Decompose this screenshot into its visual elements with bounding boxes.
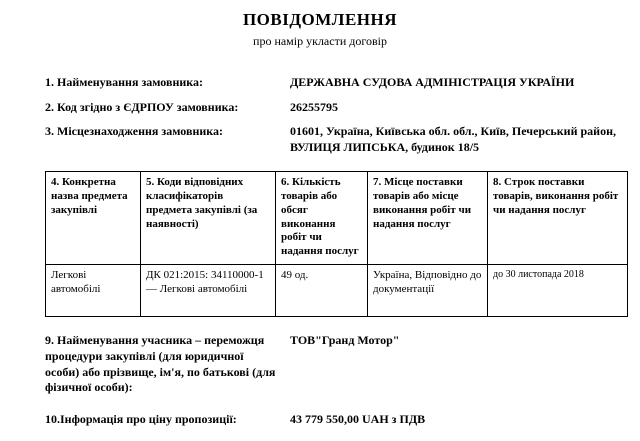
cell-delivery-term: до 30 листопада 2018 bbox=[488, 265, 628, 317]
cell-item-name: Легкові автомобілі bbox=[46, 265, 141, 317]
field-edrpou-code bbox=[45, 100, 626, 116]
document-title: ПОВІДОМЛЕННЯ bbox=[242, 10, 398, 29]
header-delivery-term: 8. Строк поставки товарів, виконання робіт чи надання послуг bbox=[488, 172, 628, 265]
field-winner bbox=[45, 333, 626, 395]
header-delivery-place: 7. Місце поставки товарів або місце виконання робіт чи надання послуг bbox=[368, 172, 488, 265]
customer-name-value: ДЕРЖАВНА СУДОВА АДМІНІСТРАЦІЯ УКРАЇНИ bbox=[290, 75, 575, 89]
customer-name-label: 1. Найменування замовника: bbox=[45, 75, 204, 89]
document-subtitle: про намір укласти договір bbox=[253, 34, 387, 48]
procurement-table bbox=[45, 171, 628, 317]
cell-delivery-place: Україна, Відповідно до документації bbox=[368, 265, 488, 317]
winner-label: 9. Найменування учасника – переможця процедури закупівлі (для юридичної особи) або прізвище, ім'я, по батькові (для фізичної особи): bbox=[45, 333, 276, 395]
customer-location-label: 3. Місцезнаходження замовника: bbox=[45, 124, 223, 139]
price-value: 43 779 550,00 UAH з ПДВ bbox=[290, 411, 426, 426]
edrpou-code-label: 2. Код згідно з ЄДРПОУ замовника: bbox=[45, 99, 239, 114]
cell-quantity: 49 од. bbox=[276, 265, 368, 317]
field-price bbox=[45, 412, 626, 428]
edrpou-code-value: 26255795 bbox=[290, 99, 338, 114]
cell-classifier-codes: ДК 021:2015: 34110000-1 — Легкові автомобілі bbox=[141, 265, 276, 317]
header-quantity: 6. Кількість товарів або обсяг виконання робіт чи надання послуг bbox=[276, 172, 368, 265]
field-customer-location bbox=[45, 124, 626, 155]
table-header-row bbox=[46, 172, 628, 265]
header-classifier-codes: 5. Коди відповідних класифікаторів предмета закупівлі (за наявності) bbox=[141, 172, 276, 265]
winner-value: ТОВ"Гранд Мотор" bbox=[290, 333, 400, 348]
field-customer-name bbox=[45, 75, 626, 91]
price-label: 10.Інформація про ціну пропозиції: bbox=[45, 411, 237, 426]
table-row bbox=[46, 265, 628, 317]
customer-location-value: 01601, Україна, Київська обл. обл., Київ, Печерський район, ВУЛИЦЯ ЛИПСЬКА, будинок 18/5 bbox=[290, 124, 616, 154]
header-item-name: 4. Конкретна назва предмета закупівлі bbox=[46, 172, 141, 265]
